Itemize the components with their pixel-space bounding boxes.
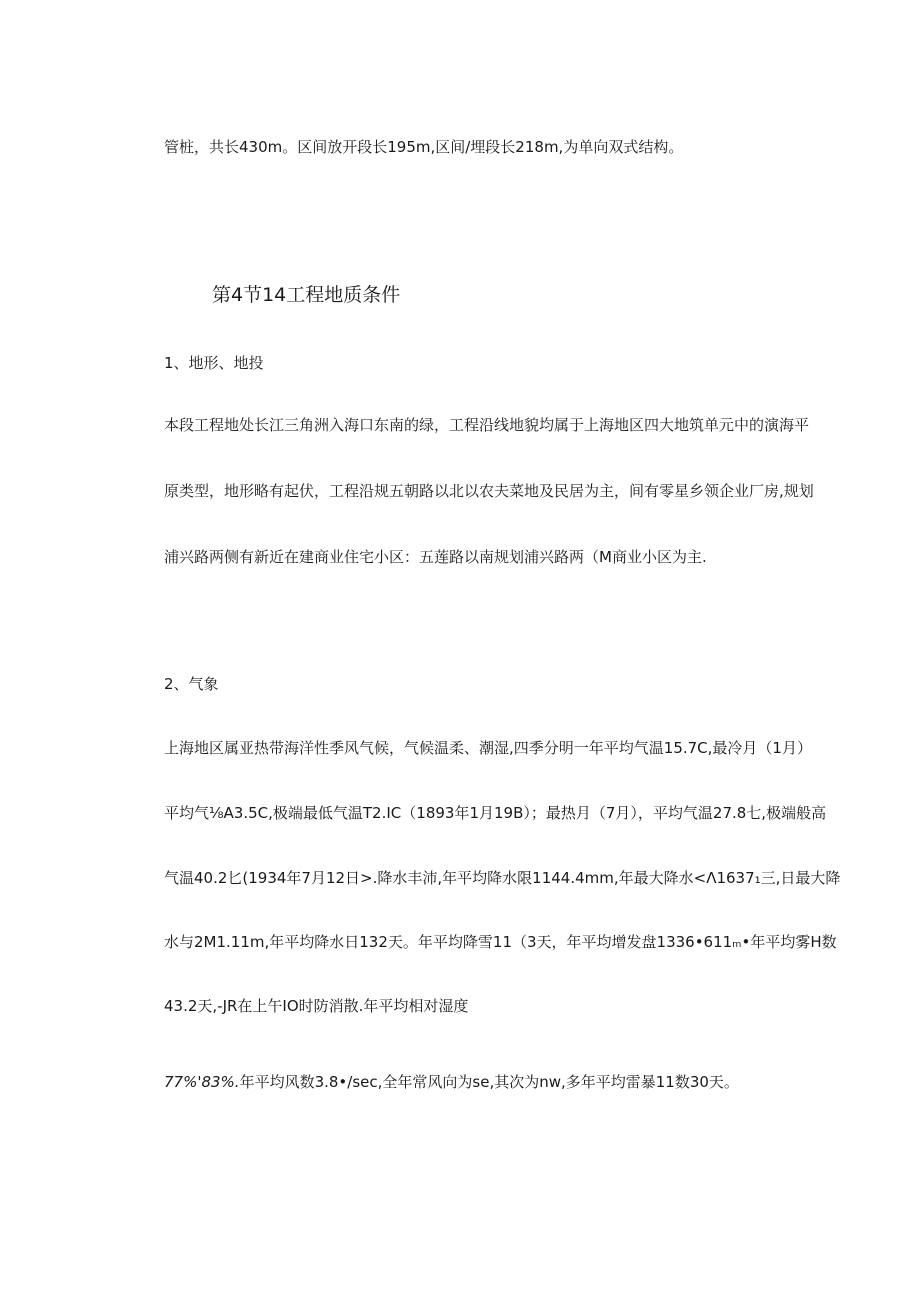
paragraph-2-line-2: 平均气⅛A3.5C,极端最低气温T2.IC（1893年1月19B）；最热月（7月），平均气温27.8七,极端般高	[164, 804, 827, 822]
paragraph-2-line-4: 水与2M1.11m,年平均降水日132天。年平均降雪11（3天，年平均增发盘1336•611ₘ•年平均雾H数	[164, 933, 837, 951]
humidity-range: 77%'83%.	[164, 1073, 240, 1091]
paragraph-1-line-3: 浦兴路两侧有新近在建商业住宅小区：五莲路以南规划浦兴路两（M商业小区为主.	[164, 548, 707, 566]
paragraph-2-line-6-rest: 年平均风数3.8•/sec,全年常风向为se,其次为nw,多年平均雷暴11数30天。	[239, 1073, 739, 1091]
paragraph-2-line-3: 气温40.2匕(1934年7月12日>.降水丰沛,年平均降水限1144.4mm,年最大降水<Λ1637₁三,日最大降	[164, 869, 841, 887]
paragraph-2-line-6	[164, 1072, 739, 1092]
subsection-2-title: 2、气象	[164, 675, 219, 693]
subsection-1-title: 1、地形、地投	[164, 354, 264, 372]
paragraph-1-line-1: 本段工程地处长江三角洲入海口东南的绿，工程沿线地貌均属于上海地区四大地筑单元中的演海平	[164, 416, 810, 434]
paragraph-2-line-1: 上海地区属亚热带海洋性季风气候，气候温柔、潮湿,四季分明一年平均气温15.7C,最冷月（1月）	[164, 739, 812, 757]
intro-line: 管桩，共长430m。区间放开段长195m,区间/埋段长218m,为单向双式结构。	[164, 138, 684, 156]
paragraph-1-line-2: 原类型，地形略有起伏，工程沿规五朝路以北以农夫菜地及民居为主，间有零星乡领企业厂房,规划	[164, 482, 814, 500]
paragraph-2-line-5: 43.2天,-JR在上午IO时防消散.年平均相对湿度	[164, 997, 469, 1015]
section-heading: 第4节14工程地质条件	[212, 284, 401, 306]
